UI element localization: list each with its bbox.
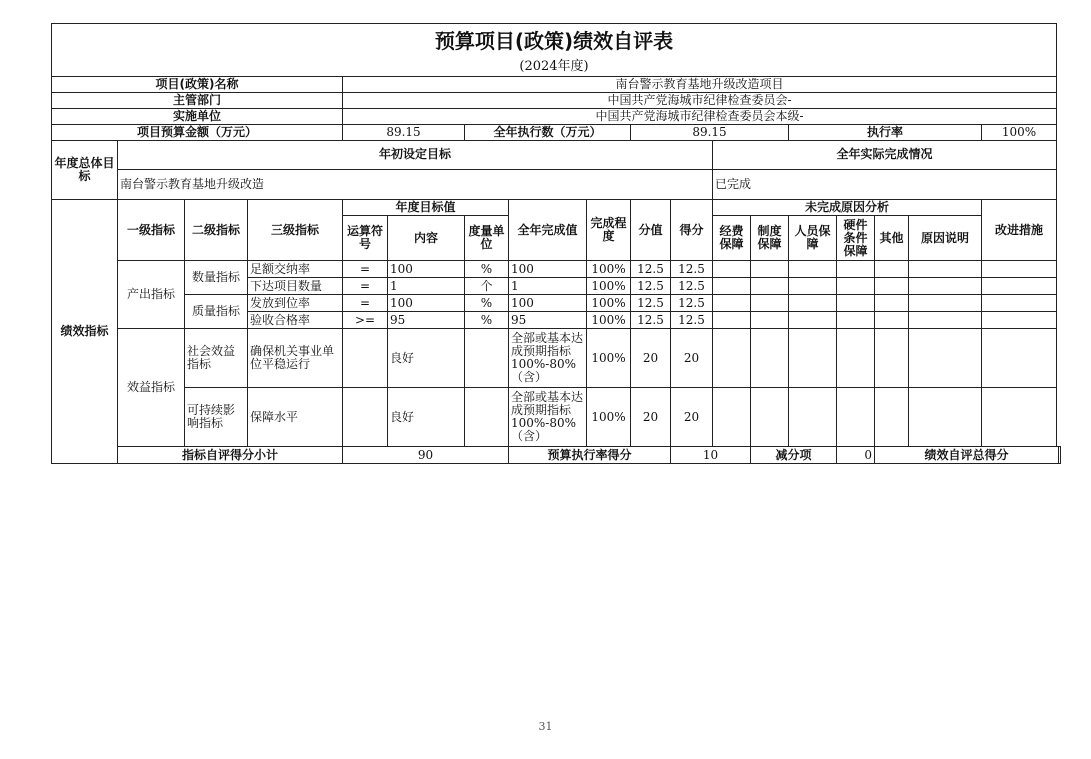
indicator-benefit: 效益指标 [118,329,185,447]
row-content: 95 [388,312,465,329]
row-unit: % [465,295,509,312]
goal-actual: 已完成 [713,169,1057,199]
row-score: 12.5 [671,312,713,329]
header-reason-other: 其他 [875,216,909,261]
indicator-sustain: 可持续影响指标 [185,388,248,447]
row-op [343,329,388,388]
row-op: = [343,295,388,312]
row-content: 100 [388,261,465,278]
dept-label: 主管部门 [52,93,343,109]
row-degree: 100% [587,278,631,295]
row-actual: 95 [509,312,587,329]
goal-label: 年度总体目标 [52,141,118,200]
budget-score-value: 10 [671,447,751,464]
row-score: 12.5 [671,261,713,278]
row-op: = [343,278,388,295]
row-score: 20 [671,388,713,447]
header-reason-system: 制度保障 [751,216,789,261]
row-unit: 个 [465,278,509,295]
row-op [343,388,388,447]
total-label: 绩效自评总得分 [875,447,1059,464]
row-score: 20 [671,329,713,388]
budget-value: 89.15 [343,125,465,141]
row-degree: 100% [587,261,631,278]
row-degree: 100% [587,312,631,329]
indicator-output: 产出指标 [118,261,185,329]
indicator-quality: 质量指标 [185,295,248,329]
row-value: 12.5 [631,295,671,312]
row-actual: 全部或基本达成预期指标100%-80%（含） [509,388,587,447]
header-reason-hardware: 硬件条件保障 [837,216,875,261]
deduct-label: 减分项 [751,447,837,464]
header-improve: 改进措施 [982,200,1057,261]
rate-label: 执行率 [789,125,982,141]
goal-initial: 南台警示教育基地升级改造 [118,169,713,199]
row-unit [465,329,509,388]
goal-initial-label: 年初设定目标 [118,141,713,170]
header-degree: 完成程度 [587,200,631,261]
row-unit [465,388,509,447]
row-value: 12.5 [631,261,671,278]
impl-value: 中国共产党海城市纪律检查委员会本级- [343,109,1057,125]
form-year: (2024年度) [52,56,1057,77]
row-l3: 验收合格率 [248,312,343,329]
row-actual: 全部或基本达成预期指标100%-80%（含） [509,329,587,388]
row-l3: 足额交纳率 [248,261,343,278]
row-actual: 1 [509,278,587,295]
subtotal-value: 90 [343,447,509,464]
row-content: 100 [388,295,465,312]
row-op: >= [343,312,388,329]
header-content: 内容 [388,216,465,261]
header-score-value: 分值 [631,200,671,261]
row-value: 12.5 [631,312,671,329]
header-unit: 度量单位 [465,216,509,261]
row-l3: 保障水平 [248,388,343,447]
header-score: 得分 [671,200,713,261]
row-content: 1 [388,278,465,295]
exec-value: 89.15 [631,125,789,141]
rate-value: 100% [982,125,1057,141]
indicator-quantity: 数量指标 [185,261,248,295]
goal-actual-label: 全年实际完成情况 [713,141,1057,170]
row-value: 20 [631,388,671,447]
header-target: 年度目标值 [343,200,509,216]
header-l2: 二级指标 [185,200,248,261]
row-content: 良好 [388,388,465,447]
project-name: 南台警示教育基地升级改造项目 [343,77,1057,93]
row-l3: 下达项目数量 [248,278,343,295]
performance-table [51,23,1061,464]
header-l3: 三级指标 [248,200,343,261]
row-l3: 发放到位率 [248,295,343,312]
row-actual: 100 [509,295,587,312]
row-actual: 100 [509,261,587,278]
row-degree: 100% [587,329,631,388]
header-op: 运算符号 [343,216,388,261]
header-actual: 全年完成值 [509,200,587,261]
row-op: = [343,261,388,278]
page-number: 31 [538,720,553,733]
row-degree: 100% [587,388,631,447]
indicator-social: 社会效益指标 [185,329,248,388]
header-reason-fund: 经费保障 [713,216,751,261]
row-unit: % [465,312,509,329]
budget-score-label: 预算执行率得分 [509,447,671,464]
perf-label: 绩效指标 [52,200,118,464]
form-title: 预算项目(政策)绩效自评表 [52,24,1057,57]
header-reason-staff: 人员保障 [789,216,837,261]
row-value: 12.5 [631,278,671,295]
row-l3: 确保机关事业单位平稳运行 [248,329,343,388]
row-unit: % [465,261,509,278]
project-name-label: 项目(政策)名称 [52,77,343,93]
row-score: 12.5 [671,278,713,295]
performance-form [51,23,1061,481]
row-content: 良好 [388,329,465,388]
subtotal-label: 指标自评得分小计 [118,447,343,464]
dept-value: 中国共产党海城市纪律检查委员会- [343,93,1057,109]
header-reason-desc: 原因说明 [909,216,982,261]
header-l1: 一级指标 [118,200,185,261]
row-score: 12.5 [671,295,713,312]
total-value [1059,447,1061,464]
deduct-value: 0 [837,447,875,464]
header-reasons: 未完成原因分析 [713,200,982,216]
budget-label: 项目预算金额（万元） [52,125,343,141]
row-degree: 100% [587,295,631,312]
row-value: 20 [631,329,671,388]
impl-label: 实施单位 [52,109,343,125]
exec-label: 全年执行数（万元） [465,125,631,141]
